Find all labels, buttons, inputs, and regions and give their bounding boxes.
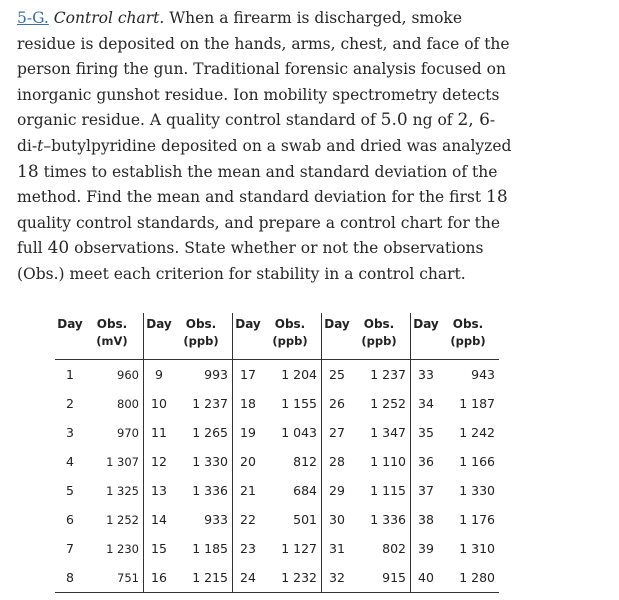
obs-cell: 1 187 [459, 396, 495, 411]
obs-cell: 1 204 [263, 360, 322, 390]
day-cell: 14 [151, 512, 167, 527]
obs-cell: 751 [85, 563, 144, 593]
table-row [55, 534, 499, 563]
header-obs-label: Obs. [185, 317, 217, 331]
obs-cell: 1 043 [263, 418, 322, 447]
obs-cell: 1 110 [352, 447, 411, 476]
obs-cell: 1 237 [352, 360, 411, 390]
obs-cell: 1 237 [174, 389, 233, 418]
day-cell: 26 [329, 396, 345, 411]
amount-value: 5.0 [380, 110, 408, 131]
obs-cell: 1 310 [459, 541, 495, 556]
obs-cell: 684 [263, 476, 322, 505]
header-obs [85, 313, 144, 360]
obs-cell: 1 176 [459, 512, 495, 527]
obs-cell: 1 155 [263, 389, 322, 418]
obs-cell: 1 336 [174, 476, 233, 505]
n-full: 40 [47, 238, 70, 259]
header-obs-label: Obs. [363, 317, 395, 331]
obs-cell: 800 [85, 389, 144, 418]
header-day: Day [324, 317, 350, 331]
day-cell: 30 [329, 512, 345, 527]
obs-cell: 1 252 [85, 505, 144, 534]
header-obs-label: Obs. [274, 317, 306, 331]
day-cell: 21 [240, 483, 256, 498]
compound-tert: t [37, 136, 44, 155]
table-row [55, 563, 499, 593]
day-cell: 29 [329, 483, 345, 498]
obs-cell: 993 [174, 360, 233, 390]
day-cell: 23 [240, 541, 256, 556]
header-day: Day [235, 317, 261, 331]
problem-number-link[interactable]: 5-G. [17, 9, 49, 27]
table-body [55, 360, 499, 593]
day-cell: 2 [66, 396, 74, 411]
obs-cell: 1 115 [352, 476, 411, 505]
day-cell: 27 [329, 425, 345, 440]
problem-body-4: quality control standards, and prepare a control chart for the full [17, 213, 501, 258]
obs-cell: 1 307 [85, 447, 144, 476]
day-cell: 28 [329, 454, 345, 469]
day-cell: 3 [66, 425, 74, 440]
header-day: Day [146, 317, 172, 331]
table-row [55, 447, 499, 476]
obs-cell: 1 330 [459, 483, 495, 498]
day-cell: 15 [151, 541, 167, 556]
header-unit: (ppb) [183, 334, 219, 348]
day-cell: 39 [418, 541, 434, 556]
day-cell: 9 [155, 367, 163, 382]
day-cell: 1 [66, 367, 74, 382]
obs-cell: 1 252 [352, 389, 411, 418]
header-obs [441, 313, 499, 360]
obs-cell: 812 [263, 447, 322, 476]
obs-cell: 943 [471, 367, 495, 382]
header-obs [174, 313, 233, 360]
day-cell: 36 [418, 454, 434, 469]
table-row [55, 418, 499, 447]
table-row [55, 389, 499, 418]
day-cell: 16 [151, 570, 167, 585]
obs-cell: 1 232 [263, 563, 322, 593]
day-cell: 10 [151, 396, 167, 411]
compound-locants: 2, 6 [457, 110, 490, 131]
obs-cell: 1 280 [459, 570, 495, 585]
day-cell: 37 [418, 483, 434, 498]
day-cell: 4 [66, 454, 74, 469]
obs-cell: 1 166 [459, 454, 495, 469]
day-cell: 5 [66, 483, 74, 498]
obs-cell: 933 [174, 505, 233, 534]
header-day: Day [57, 317, 83, 331]
obs-cell: 1 230 [85, 534, 144, 563]
compound-name: butylpyridine [51, 136, 157, 155]
obs-cell: 1 215 [174, 563, 233, 593]
problem-body-3: times to establish the mean and standard deviation of the method. Find the mean and standard deviation for the first [17, 162, 498, 207]
table-row [55, 476, 499, 505]
day-cell: 40 [418, 570, 434, 585]
table-row [55, 505, 499, 534]
obs-cell: 1 347 [352, 418, 411, 447]
table-row [55, 360, 499, 390]
day-cell: 11 [151, 425, 167, 440]
obs-cell: 1 242 [459, 425, 495, 440]
day-cell: 19 [240, 425, 256, 440]
header-day: Day [413, 317, 439, 331]
header-obs-label: Obs. [452, 317, 484, 331]
obs-cell: 1 330 [174, 447, 233, 476]
observations-table [55, 313, 499, 593]
day-cell: 31 [329, 541, 345, 556]
problem-body-2: deposited on a swab and dried was analyzed [156, 136, 512, 155]
day-cell: 8 [66, 570, 74, 585]
day-cell: 22 [240, 512, 256, 527]
obs-cell: 802 [352, 534, 411, 563]
compound-dash: – [43, 136, 52, 155]
header-obs-label: Obs. [96, 317, 128, 331]
obs-cell: 1 336 [352, 505, 411, 534]
obs-cell: 1 325 [85, 476, 144, 505]
obs-cell: 1 265 [174, 418, 233, 447]
n-first: 18 [17, 161, 39, 182]
obs-cell: 915 [352, 563, 411, 593]
problem-body-5: observations. State whether or not the observations (Obs.) meet each criterion for stability in a control chart. [17, 239, 484, 283]
header-obs [352, 313, 411, 360]
obs-cell: 501 [263, 505, 322, 534]
day-cell: 12 [151, 454, 167, 469]
unit-text: ng of [407, 111, 458, 130]
day-cell: 6 [66, 512, 74, 527]
obs-cell: 1 127 [263, 534, 322, 563]
header-unit: (ppb) [272, 334, 308, 348]
day-cell: 18 [240, 396, 256, 411]
obs-cell: 1 185 [174, 534, 233, 563]
day-cell: 33 [418, 367, 434, 382]
day-cell: 24 [240, 570, 256, 585]
table-header-row [55, 313, 499, 360]
day-cell: 13 [151, 483, 167, 498]
day-cell: 20 [240, 454, 256, 469]
day-cell: 35 [418, 425, 434, 440]
header-unit: (ppb) [450, 334, 486, 348]
problem-text [17, 6, 512, 288]
header-unit: (mV) [96, 334, 128, 348]
problem-title: Control chart. [53, 9, 165, 27]
day-cell: 7 [66, 541, 74, 556]
n-first-2: 18 [486, 187, 508, 208]
problem-body-1: When a firearm is discharged, smoke residue is deposited on the hands, arms, chest, and face of the person firing the gun. Traditional forensic analysis focused on inorganic gunshot residue. Ion mobility spectrometry detects organic residue. A quality control standard of [17, 9, 510, 130]
obs-cell: 960 [85, 360, 144, 390]
day-cell: 25 [329, 367, 345, 382]
day-cell: 17 [240, 367, 256, 382]
day-cell: 34 [418, 396, 434, 411]
obs-cell: 970 [85, 418, 144, 447]
day-cell: 38 [418, 512, 434, 527]
header-obs [263, 313, 322, 360]
compound-di: -di- [17, 111, 496, 155]
day-cell: 32 [329, 570, 345, 585]
header-unit: (ppb) [361, 334, 397, 348]
